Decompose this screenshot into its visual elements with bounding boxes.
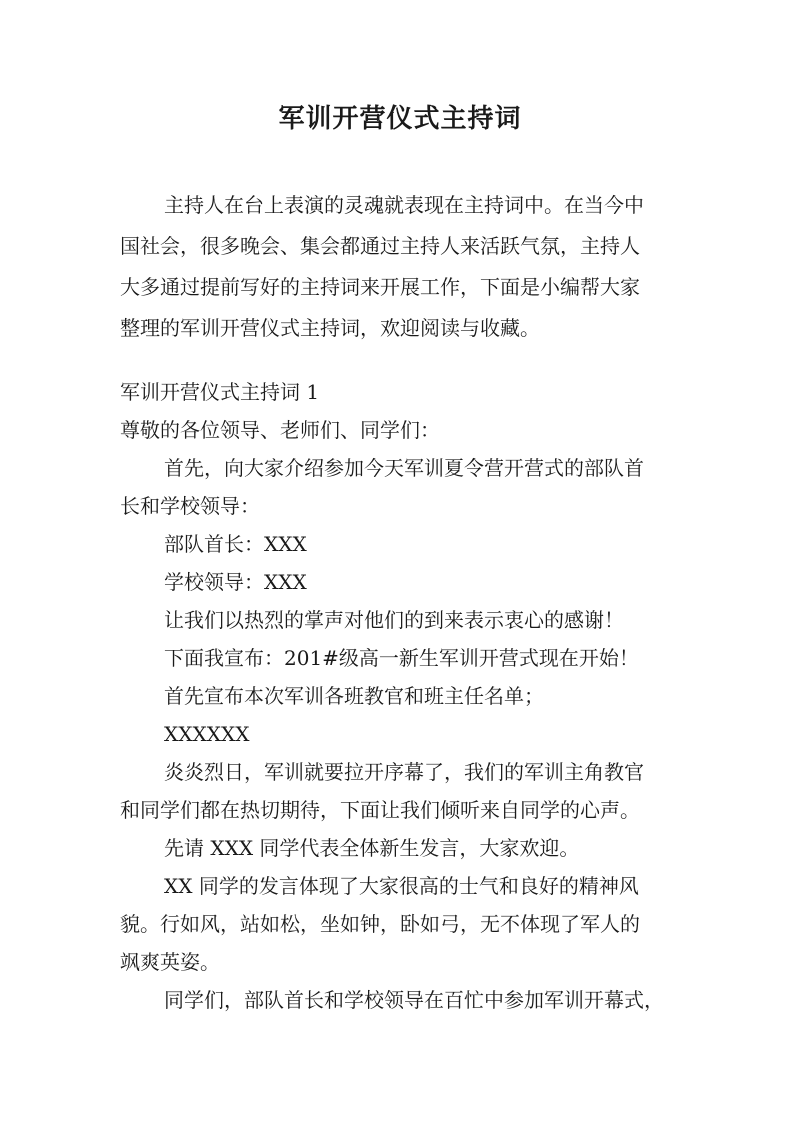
body-line: XXXXXX (164, 722, 250, 746)
body-line: 部队首长：XXX (164, 532, 307, 556)
body-line: 先请 XXX 同学代表全体新生发言，大家欢迎。 (164, 836, 580, 860)
intro-line: 国社会，很多晚会、集会都通过主持人来活跃气氛，主持人 (120, 234, 640, 258)
body-line: 让我们以热烈的掌声对他们的到来表示衷心的感谢！ (164, 608, 624, 632)
body-line: 炎炎烈日，军训就要拉开序幕了，我们的军训主角教官 (164, 760, 644, 784)
body-line: 首先，向大家介绍参加今天军训夏令营开营式的部队首 (164, 456, 644, 480)
body-line: 下面我宣布：201#级高一新生军训开营式现在开始！ (164, 646, 639, 670)
body-line: 学校领导：XXX (164, 570, 307, 594)
body-line: 和同学们都在热切期待，下面让我们倾听来自同学的心声。 (120, 798, 640, 822)
body-line: 同学们，部队首长和学校领导在百忙中参加军训开幕式， (164, 988, 664, 1012)
salutation: 尊敬的各位领导、老师们、同学们： (120, 418, 440, 442)
intro-line: 大多通过提前写好的主持词来开展工作，下面是小编帮大家 (120, 275, 640, 299)
body-line: 长和学校领导： (120, 494, 260, 518)
body-line: 貌。行如风，站如松，坐如钟，卧如弓，无不体现了军人的 (120, 912, 640, 936)
body-line: 飒爽英姿。 (120, 950, 220, 974)
speech-body (120, 373, 690, 1019)
intro-line: 主持人在台上表演的灵魂就表现在主持词中。在当今中 (164, 193, 644, 217)
section-heading: 军训开营仪式主持词 1 (120, 380, 320, 404)
intro-line: 整理的军训开营仪式主持词，欢迎阅读与收藏。 (120, 316, 540, 340)
body-lines (120, 449, 690, 1019)
page-title: 军训开营仪式主持词 (278, 104, 522, 134)
intro-paragraph (120, 185, 690, 349)
body-line: 首先宣布本次军训各班教官和班主任名单； (164, 684, 544, 708)
body-line: XX 同学的发言体现了大家很高的士气和良好的精神风 (164, 874, 639, 898)
